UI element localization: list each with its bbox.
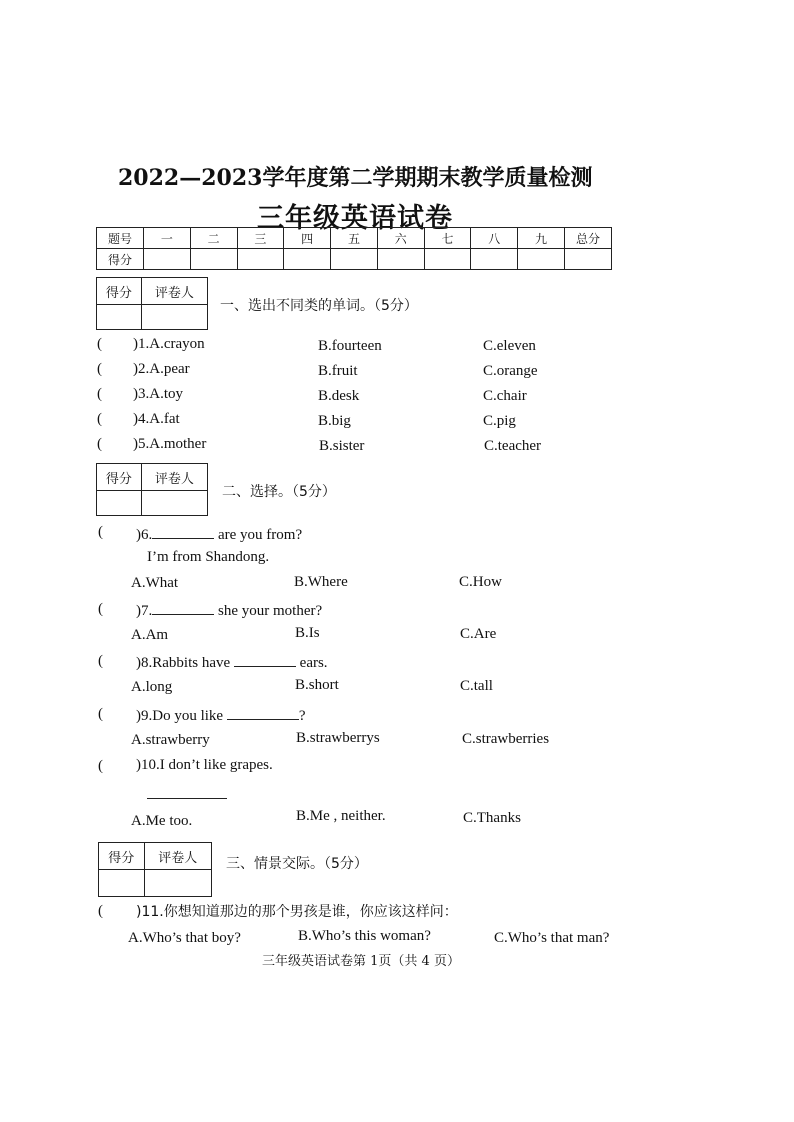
score-table-col: 五 [331,228,378,249]
option-c: C.How [459,574,502,590]
option-b: B.Is [295,625,320,641]
score-table-col: 一 [144,228,191,249]
option-c: C.strawberries [462,731,550,747]
question-option-b: B.fruit [318,363,358,379]
option-c: C.Thanks [463,810,521,826]
grade-box-grader-cell[interactable] [141,491,207,516]
option-a: A.strawberry [131,732,210,748]
answer-paren[interactable]: ( [97,361,102,377]
question-text: )9.Do you like [136,708,227,724]
score-cell[interactable] [424,249,471,270]
grade-box-score-cell[interactable] [97,305,142,330]
score-cell[interactable] [237,249,284,270]
question-option-a: )3.A.toy [133,386,183,402]
option-a: A.Me too. [131,813,193,829]
question-6 [136,524,302,544]
grade-box-score-label: 得分 [99,843,145,870]
option-a: A.Who’s that boy? [128,930,241,946]
question-text: ? [298,708,306,724]
score-table-col-total: 总分 [565,228,612,249]
answer-paren[interactable]: ( [98,653,103,669]
fill-blank[interactable] [234,652,296,667]
grade-box-score-label: 得分 [97,278,142,305]
question-option-b: B.big [318,413,351,429]
option-b: B.Where [294,574,348,590]
score-table-col: 四 [284,228,331,249]
grade-box-score-label: 得分 [97,464,142,491]
grade-box-section3 [98,842,212,897]
question-option-a: )4.A.fat [133,411,180,427]
option-c: C.Are [460,626,497,642]
question-7 [136,600,322,620]
grade-box-score-cell[interactable] [99,870,145,897]
score-table-row-label: 得分 [97,249,144,270]
question-option-b: B.fourteen [318,338,382,354]
option-b: B.short [295,677,339,693]
score-table-col: 三 [237,228,284,249]
question-8 [136,652,328,672]
question-option-a: )2.A.pear [133,361,190,377]
question-option-c: C.pig [483,413,516,429]
question-text: she your mother? [214,603,323,619]
grade-box-grader-cell[interactable] [144,870,211,897]
answer-paren[interactable]: ( [97,386,102,402]
grade-box-section2 [96,463,208,516]
answer-paren[interactable]: ( [98,601,103,617]
answer-paren[interactable]: ( [98,524,103,540]
answer-paren[interactable]: ( [98,758,103,774]
score-cell[interactable] [565,249,612,270]
fill-blank[interactable] [152,524,214,539]
question-option-c: C.orange [483,363,538,379]
grade-box-grader-cell[interactable] [141,305,207,330]
option-a: A.long [131,679,173,695]
question-9 [136,705,306,725]
score-table-col: 七 [424,228,471,249]
answer-paren[interactable]: ( [98,706,103,722]
score-table-header-row [97,228,612,249]
answer-paren[interactable]: ( [97,436,102,452]
section3-title: 三、情景交际。（5分） [226,856,368,872]
question-option-b: B.sister [319,438,365,454]
grade-box-section1 [96,277,208,330]
score-table [96,227,612,270]
section2-title: 二、选择。（5分） [222,484,336,500]
question-option-c: C.teacher [484,438,542,454]
option-c: C.Who’s that man? [494,930,610,946]
answer-paren[interactable]: ( [98,903,103,919]
question-11: )11.你想知道那边的那个男孩是谁，你应该这样问： [136,904,458,920]
score-table-col: 八 [471,228,518,249]
score-cell[interactable] [144,249,191,270]
score-table-col: 二 [190,228,237,249]
option-b: B.strawberrys [296,730,380,746]
fill-blank[interactable] [152,600,214,615]
question-text: are you from? [214,527,303,543]
question-option-a: )1.A.crayon [133,336,205,352]
page-footer: 三年级英语试卷第 1页（共 4 页） [262,954,460,969]
score-table-score-row [97,249,612,270]
question-option-c: C.chair [483,388,527,404]
exam-title: 2022—2023学年度第二学期期末教学质量检测 [118,165,593,191]
question-option-c: C.eleven [483,338,536,354]
grade-box-grader-label: 评卷人 [141,278,207,305]
answer-paren[interactable]: ( [97,336,102,352]
question-6-answer-line: I’m from Shandong. [147,549,270,565]
question-option-b: B.desk [318,388,360,404]
section1-title: 一、选出不同类的单词。（5分） [220,298,418,314]
score-cell[interactable] [190,249,237,270]
question-10: )10.I don’t like grapes. [136,757,273,773]
question-text: )6. [136,527,153,543]
option-a: A.What [131,575,179,591]
fill-blank[interactable] [147,798,227,799]
score-table-col: 六 [377,228,424,249]
option-a: A.Am [131,627,169,643]
grade-box-grader-label: 评卷人 [144,843,211,870]
exam-subtitle: 三年级英语试卷 [257,203,453,234]
question-text: )7. [136,603,153,619]
question-option-a: )5.A.mother [133,436,207,452]
grade-box-grader-label: 评卷人 [141,464,207,491]
score-cell[interactable] [284,249,331,270]
option-b: B.Me , neither. [296,808,386,824]
option-c: C.tall [460,678,493,694]
fill-blank[interactable] [227,705,299,720]
option-b: B.Who’s this woman? [298,928,431,944]
question-text: )8.Rabbits have [136,655,234,671]
question-text: ears. [295,655,328,671]
score-table-col: 九 [518,228,565,249]
grade-box-score-cell[interactable] [97,491,142,516]
answer-paren[interactable]: ( [97,411,102,427]
score-cell[interactable] [471,249,518,270]
score-cell[interactable] [518,249,565,270]
score-table-row-label: 题号 [97,228,144,249]
score-cell[interactable] [331,249,378,270]
score-cell[interactable] [377,249,424,270]
